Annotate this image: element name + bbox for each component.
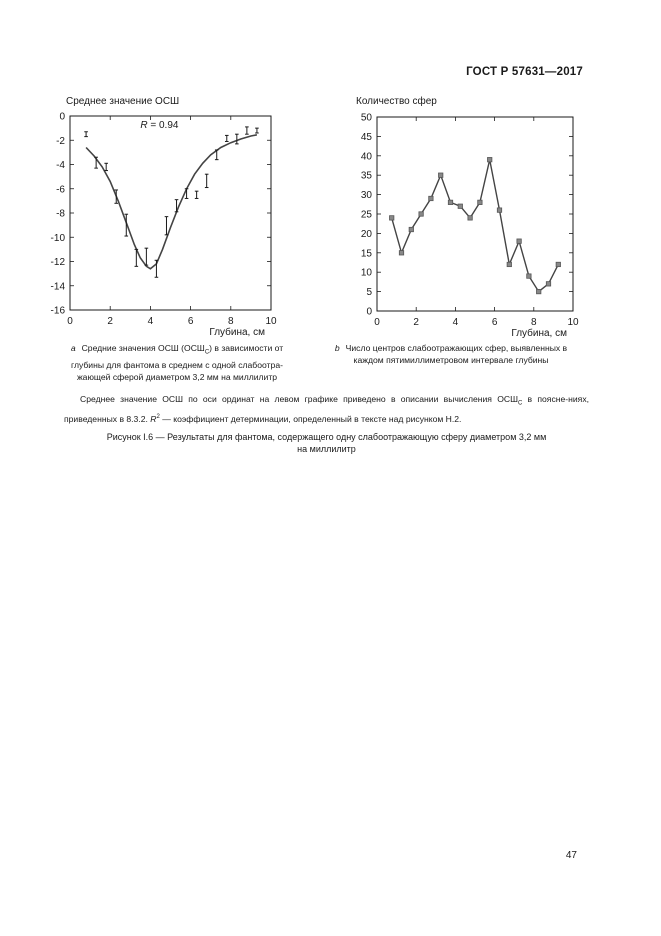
note-paragraph [64,393,589,426]
chart-b-xtick-label: 4 [452,317,459,328]
chart-b-ytick-label: 30 [360,190,372,202]
caption-a-line1 [46,342,308,359]
caption-a-text1b: ) в зависимости от [209,343,284,353]
chart-b-ytick-label: 35 [360,170,372,182]
chart-b-ytick-label: 40 [360,151,372,163]
chart-a-ytick-label: -8 [56,208,65,220]
chart-b-point [517,239,521,243]
caption-a [46,342,308,383]
chart-a-xtick-label: 8 [228,316,234,327]
caption-a-letter: а [70,343,76,353]
note-sub: С [517,400,523,407]
chart-b-point [448,200,452,204]
chart-b-point [439,173,443,177]
caption-a-sub: С [204,349,210,356]
chart-a-plot-frame [70,116,271,310]
chart-a-xtick-label: 4 [147,316,154,327]
chart-a-annotation-r: R [140,120,148,132]
chart-b-point [546,282,550,286]
chart-b-point [527,274,531,278]
figure-caption-line1: Рисунок I.6 — Результаты для фантома, содержащего одну слабоотражающую сферу диаметром 3,2 мм [106,432,547,442]
chart-b-xtick-label: 6 [491,317,498,328]
chart-b-ytitle: Количество сфер [356,96,437,107]
caption-b-text1: Число центров слабоотражающих сфер, выявленных в [345,343,568,353]
chart-b-point [468,216,472,220]
chart-a-ytick-label: -16 [50,305,65,317]
chart-b-point [458,204,462,208]
chart-a-fit-curve [86,135,257,269]
chart-b-xlabel: Глубина, см [511,328,567,339]
chart-b-ytick-label: 25 [360,209,372,221]
chart-b-xtick-label: 2 [413,317,419,328]
chart-b-point [390,216,394,220]
chart-b-ytick-label: 5 [366,287,372,299]
chart-a-ytitle: Среднее значение ОСШ [66,96,180,107]
note-text1: Среднее значение ОСШ по оси ординат на левом графике приведено в описании вычисления ОСШ [80,394,518,404]
chart-a-ytick-label: -6 [56,184,65,196]
caption-b [320,342,582,366]
caption-b-line2: каждом пятимиллиметровом интервале глубины [353,355,549,365]
figure-caption-line2: на миллилитр [297,444,356,454]
chart-b-point [409,227,413,231]
chart-a-xlabel: Глубина, см [209,327,265,338]
chart-b-series-line [392,160,559,292]
chart-b-point [478,200,482,204]
chart-b-point [556,262,560,266]
caption-b-letter: b [334,343,340,353]
page-number: 47 [565,850,577,861]
chart-b-ytick-label: 45 [360,131,372,143]
chart-b-ytick-label: 50 [360,112,372,124]
chart-b-ytick-label: 20 [360,228,372,240]
caption-a-line2: глубины для фантома в среднем с одной слабоотра- [71,359,283,370]
chart-b-point [399,251,403,255]
chart-b-ytick-label: 15 [360,248,372,260]
figure-caption [60,431,593,455]
chart-a-annotation-value: = 0.94 [147,120,179,132]
caption-a-line3: жающей сферой диаметром 3,2 мм на миллилитр [76,371,278,382]
note-text2: в поясне-ниях, приведенных в 8.3.2. [64,394,590,424]
chart-b-xtick-label: 10 [567,317,579,328]
chart-a-ytick-label: -10 [50,232,65,244]
chart-a-ytick-label: -12 [50,257,65,268]
chart-b-ytick-label: 10 [360,267,372,279]
chart-a-xtick-label: 0 [67,316,73,327]
chart-a-ytick-label: -2 [56,135,65,147]
note-sup: 2 [156,413,160,420]
chart-b [330,105,661,337]
chart-b-plot-frame [377,117,573,311]
chart-a-xtick-label: 6 [187,316,194,327]
chart-b-point [507,262,511,266]
chart-b-ytick-label: 0 [366,306,372,318]
caption-a-text1: Средние значения ОСШ (ОСШ [81,343,205,353]
caption-b-line1 [320,342,582,354]
chart-a [0,105,330,337]
chart-b-point [537,289,541,293]
chart-a-xtick-label: 10 [265,316,277,327]
standard-header: ГОСТ Р 57631—2017 [466,66,583,78]
chart-b-point [429,196,433,200]
chart-a-ytick-label: -4 [56,160,65,171]
chart-a-ytick-label: -14 [50,281,65,293]
chart-b-point [488,157,492,161]
chart-b-point [497,208,501,212]
chart-a-xtick-label: 2 [107,316,113,327]
note-r: R [150,413,157,424]
chart-a-ytick-label: 0 [59,111,65,123]
chart-b-point [419,212,423,216]
chart-b-xtick-label: 0 [374,317,380,328]
chart-a-annotation [140,120,179,131]
note-text3: — коэффициент детерминации, определенный в тексте над рисунком Н.2. [159,413,462,424]
chart-b-xtick-label: 8 [531,317,537,328]
